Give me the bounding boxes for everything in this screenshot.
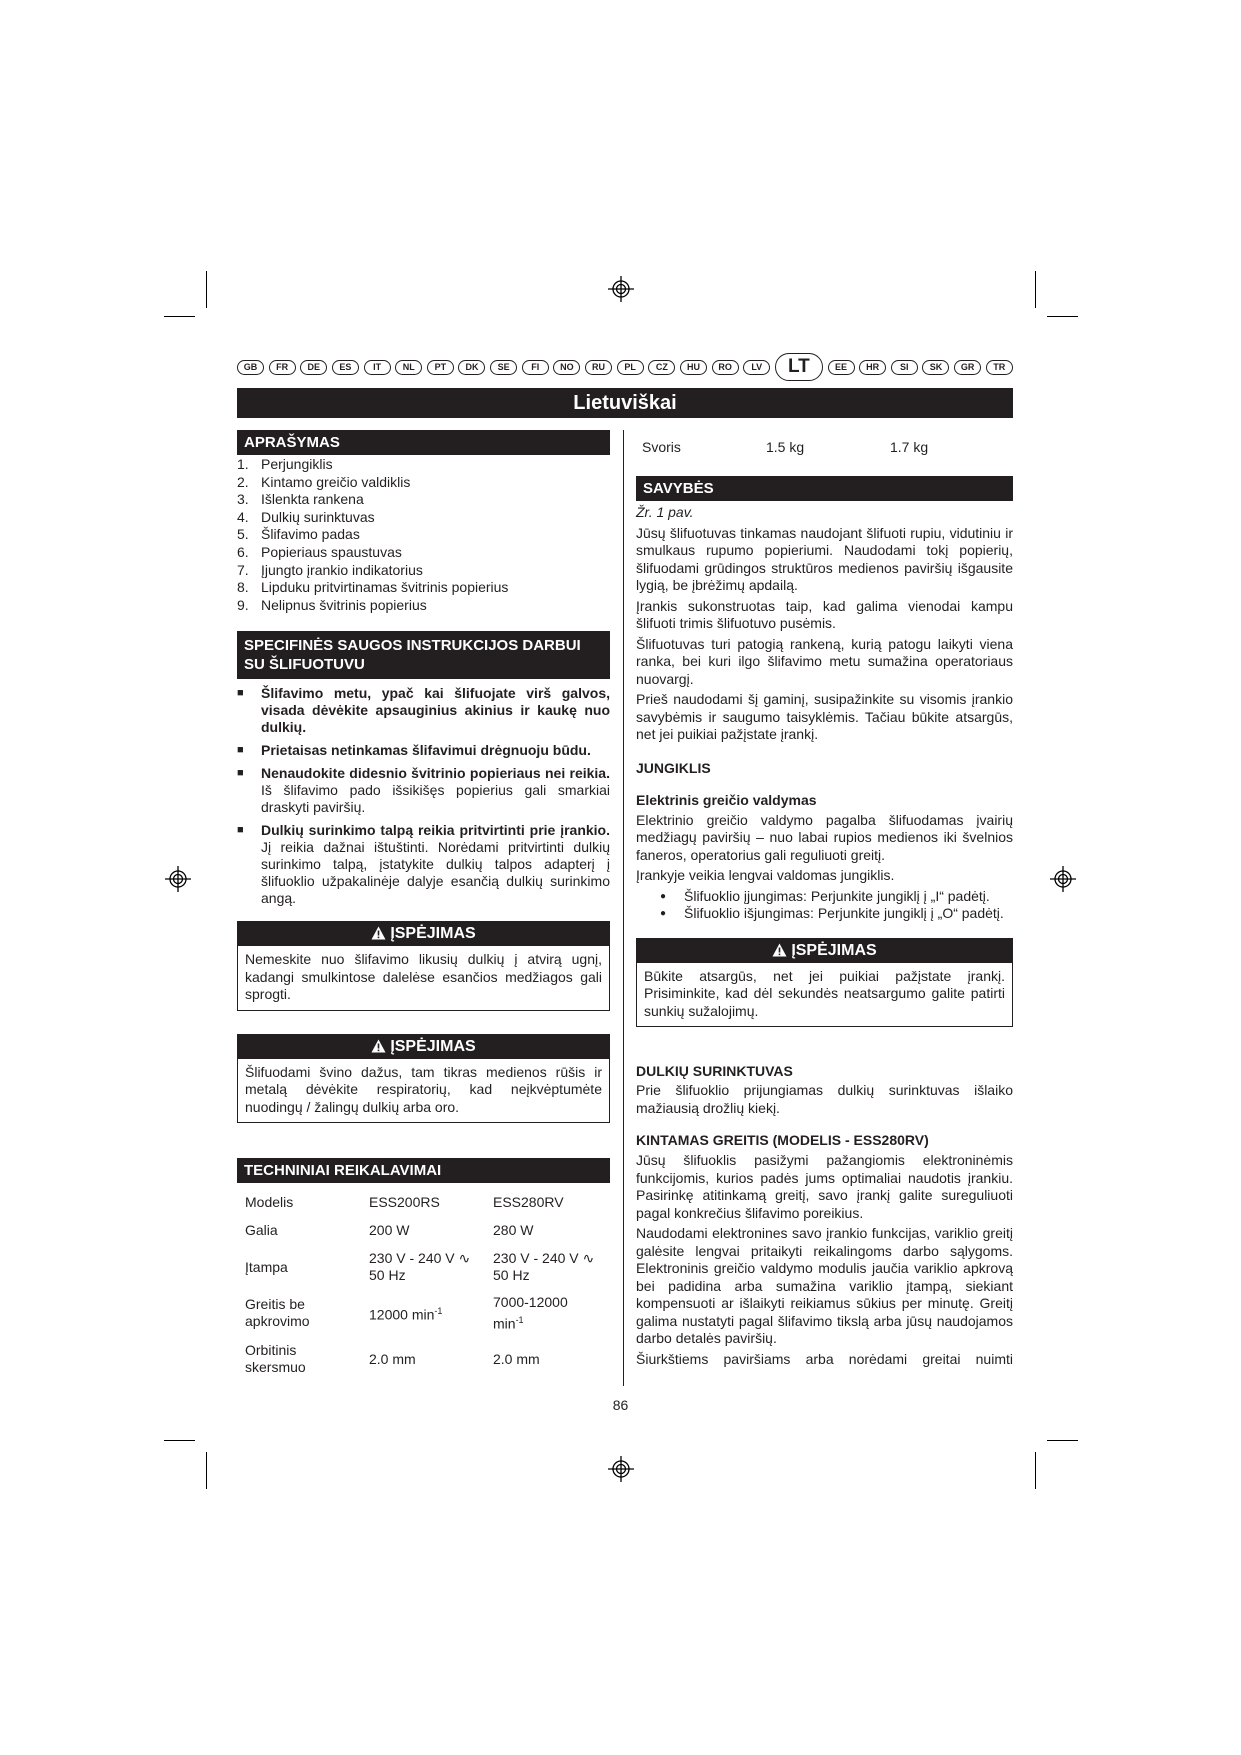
tech-spec-table [237, 1189, 610, 1382]
list-item: 4. Dulkių surinktuvas [237, 508, 375, 525]
crop-mark [206, 271, 207, 308]
lang-badge: HU [680, 360, 707, 375]
lang-badge: EE [828, 360, 855, 375]
column-divider [623, 430, 624, 1386]
registration-mark-icon [165, 866, 191, 892]
lang-badge: NO [553, 360, 580, 375]
list-item: 9. Nelipnus švitrinis popierius [237, 596, 427, 613]
ac-icon: ∿ [582, 1249, 595, 1266]
registration-mark-icon [608, 276, 634, 302]
lang-badge: DK [458, 360, 485, 375]
list-item: ● Šlifuoklio įjungimas: Perjunkite jungiklį į „I“ padėtį. [636, 888, 1013, 905]
lang-badge: SI [891, 360, 918, 375]
parts-list [237, 456, 610, 614]
list-item: 1. Perjungiklis [237, 456, 333, 472]
paragraph: Elektrinio greičio valdymo pagalba šlifuodamas įvairių medžiagų paviršių – nuo labai rupios medienos iki švelnios faneros, operatorius gali reguliuoti greitį. [636, 811, 1013, 863]
crop-mark [1035, 271, 1036, 308]
crop-mark [1047, 1440, 1078, 1441]
table-row: Įtampa 230 V - 240 V ∿ 50 Hz 230 V - 240 V ∿ 50 Hz [245, 1249, 595, 1284]
page-number: 86 [612, 1397, 629, 1413]
list-item: 5. Šlifavimo padas [237, 526, 360, 543]
warning-box [237, 1034, 610, 1124]
crop-mark [206, 1452, 207, 1489]
paragraph: Prie šlifuoklio prijungiamas dulkių surinktuvas išlaiko mažiausią drožlių kiekį. [636, 1082, 1013, 1116]
warning-text: Būkite atsargūs, net jei puikiai pažįstate įrankį. Prisiminkite, kad dėl sekundės neatsargumo galite patirti sunkių sužalojimų. [644, 967, 1005, 1019]
list-item: 3. Išlenkta rankena [237, 491, 364, 508]
subheading-speed-control: Elektrinis greičio valdymas [636, 791, 817, 808]
left-column [237, 430, 610, 1382]
figure-reference: Žr. 1 pav. [636, 504, 694, 520]
list-item: ■ Dulkių surinkimo talpą reikia pritvirtinti prie įrankio. Jį reikia dažnai ištuštinti. Norėdami pritvirtinti dulkių surinkimo talpą, įstatykite dulkių talpos adapterį į šlifuoklio užpakalinėje dalyje esančią dulkių surinkimo angą. [237, 822, 610, 907]
warning-text: Nemeskite nuo šlifavimo likusių dulkių į atvirą ugnį, kadangi smulkintose dalelėse esančios medžiagos gali sprogti. [245, 951, 602, 1003]
lang-badge: RO [712, 360, 739, 375]
warning-header: ĮSPĖJIMAS [637, 939, 1012, 963]
language-bar [237, 356, 1013, 378]
warning-header: ĮSPĖJIMAS [238, 922, 609, 946]
switch-list [636, 888, 1013, 922]
lang-badge: ES [332, 360, 359, 375]
tech-spec-table-continued [636, 430, 1013, 466]
warning-box [636, 938, 1013, 1028]
warning-text: Šlifuodami švino dažus, tam tikras medienos rūšis ir metalą dėvėkite respiratorių, kad neįkvėptumėte nuodingų / žalingų dulkių arba oro. [245, 1063, 602, 1115]
lang-badge: GR [954, 360, 981, 375]
lang-badge: LV [743, 360, 770, 375]
registration-mark-icon [608, 1456, 634, 1482]
lang-badge: IT [364, 360, 391, 375]
lang-badge: HR [859, 360, 886, 375]
paragraph: Įrankis sukonstruotas taip, kad galima vienodai kampu šlifuoti trimis šlifuotuvo pusėmis. [636, 597, 1013, 631]
paragraph: Prieš naudodami šį gaminį, susipažinkite su visomis įrankio savybėmis ir saugumo taisyklėmis. Tačiau būkite atsargūs, net jei puikiai pažįstate įrankį. [636, 691, 1013, 742]
section-heading-dust: DULKIŲ SURINKTUVAS [636, 1063, 793, 1079]
table-row: Orbitinis skersmuo 2.0 mm 2.0 mm [245, 1341, 540, 1376]
warning-box [237, 921, 610, 1011]
table-row: Svoris 1.5 kg 1.7 kg [642, 439, 929, 456]
crop-mark [164, 1440, 195, 1441]
list-item: 6. Popieriaus spaustuvas [237, 543, 402, 560]
paragraph: Šlifuotuvas turi patogią rankeną, kurią patogu laikyti viena ranka, bei kuri ilgo šlifavimo metu sumažina operatoriaus nuovargį. [636, 635, 1013, 687]
lang-badge: SK [922, 360, 949, 375]
paragraph: Jūsų šlifuoklis pasižymi pažangiomis elektroninėmis funkcijomis, kurios padės jums optimaliai naudotis įrankiu. Pasirinkę atitinkamą greitį, savo įrankį galite sureguliuoti pagal konkrečius šlifavimo poreikius. [636, 1152, 1013, 1221]
lang-badge: GB [237, 360, 264, 375]
table-row: Modelis ESS200RS ESS280RV [245, 1194, 564, 1211]
crop-mark [1035, 1452, 1036, 1489]
warning-icon [371, 1039, 386, 1053]
lang-badge-active: LT [775, 353, 823, 381]
lang-badge: NL [395, 360, 422, 375]
list-item: 2. Kintamo greičio valdiklis [237, 473, 411, 490]
lang-badge: DE [300, 360, 327, 375]
registration-mark-icon [1050, 866, 1076, 892]
warning-icon [772, 943, 787, 957]
lang-badge: TR [986, 360, 1013, 375]
warning-icon [371, 926, 386, 940]
paragraph: Jūsų šlifuotuvas tinkamas naudojant šlifuoti rupiu, vidutiniu ir smulkaus rupumo popieriumi. Naudodami tokį popierių, šlifuodami grūdingos struktūros medienos paviršių išgausite lygią, be įbrėžimų apdailą. [636, 524, 1013, 593]
section-heading-variable-speed: KINTAMAS GREITIS (MODELIS - ESS280RV) [636, 1132, 929, 1148]
paragraph: Naudodami elektronines savo įrankio funkcijas, variklio greitį galėsite lengvai pritaikyti reikalingoms darbo sąlygoms. Elektroninis greičio valdymo modulis jaučia variklio apkrovą bei padidina arba sumažina variklio įtampą, siekiant kompensuoti ar išlaikyti reikiamus sūkius per minutę. Greitį galima nustatyti pagal šlifavimo tikslą arba jūsų naudojamos darbo detalės paviršių. [636, 1225, 1013, 1346]
table-row: Greitis be apkrovimo 12000 $\min^{-1}$ 7000-12000 $\min^{-1}$ [245, 1294, 568, 1332]
lang-badge: FR [269, 360, 296, 375]
section-heading-description: APRAŠYMAS [237, 430, 610, 455]
lang-badge: CZ [648, 360, 675, 375]
section-heading-switch: JUNGIKLIS [636, 759, 711, 776]
paragraph: Įrankyje veikia lengvai valdomas jungiklis. [636, 867, 895, 883]
page-title: Lietuviškai [237, 388, 1013, 418]
safety-list [237, 685, 610, 907]
crop-mark [164, 316, 195, 317]
list-item: 8. Lipduku pritvirtinamas švitrinis popierius [237, 579, 509, 596]
list-item: ■ Prietaisas netinkamas šlifavimui drėgnuoju būdu. [237, 742, 610, 759]
list-item: ● Šlifuoklio išjungimas: Perjunkite jungiklį į „O“ padėtį. [636, 905, 1013, 922]
section-heading-features: SAVYBĖS [636, 476, 1013, 501]
ac-icon: ∿ [458, 1249, 471, 1266]
section-heading-safety: SPECIFINĖS SAUGOS INSTRUKCIJOS DARBUI SU ŠLIFUOTUVU [237, 631, 610, 679]
lang-badge: RU [585, 360, 612, 375]
crop-mark [1047, 316, 1078, 317]
list-item: ■ Šlifavimo metu, ypač kai šlifuojate virš galvos, visada dėvėkite apsauginius akinius ir kaukę nuo dulkių. [237, 685, 610, 736]
lang-badge: FI [522, 360, 549, 375]
warning-header: ĮSPĖJIMAS [238, 1035, 609, 1059]
paragraph: Šiurkštiems paviršiams arba norėdami greitai nuimti [636, 1350, 1013, 1367]
lang-badge: SE [490, 360, 517, 375]
lang-badge: PT [427, 360, 454, 375]
lang-badge: PL [617, 360, 644, 375]
list-item: 7. Įjungto įrankio indikatorius [237, 561, 423, 578]
table-row: Galia 200 W 280 W [245, 1221, 534, 1238]
right-column [636, 430, 1013, 1368]
section-heading-tech: TECHNINIAI REIKALAVIMAI [237, 1158, 610, 1183]
list-item: ■ Nenaudokite didesnio švitrinio popieriaus nei reikia. Iš šlifavimo pado išsikišęs popierius gali smarkiai draskyti paviršių. [237, 765, 610, 816]
